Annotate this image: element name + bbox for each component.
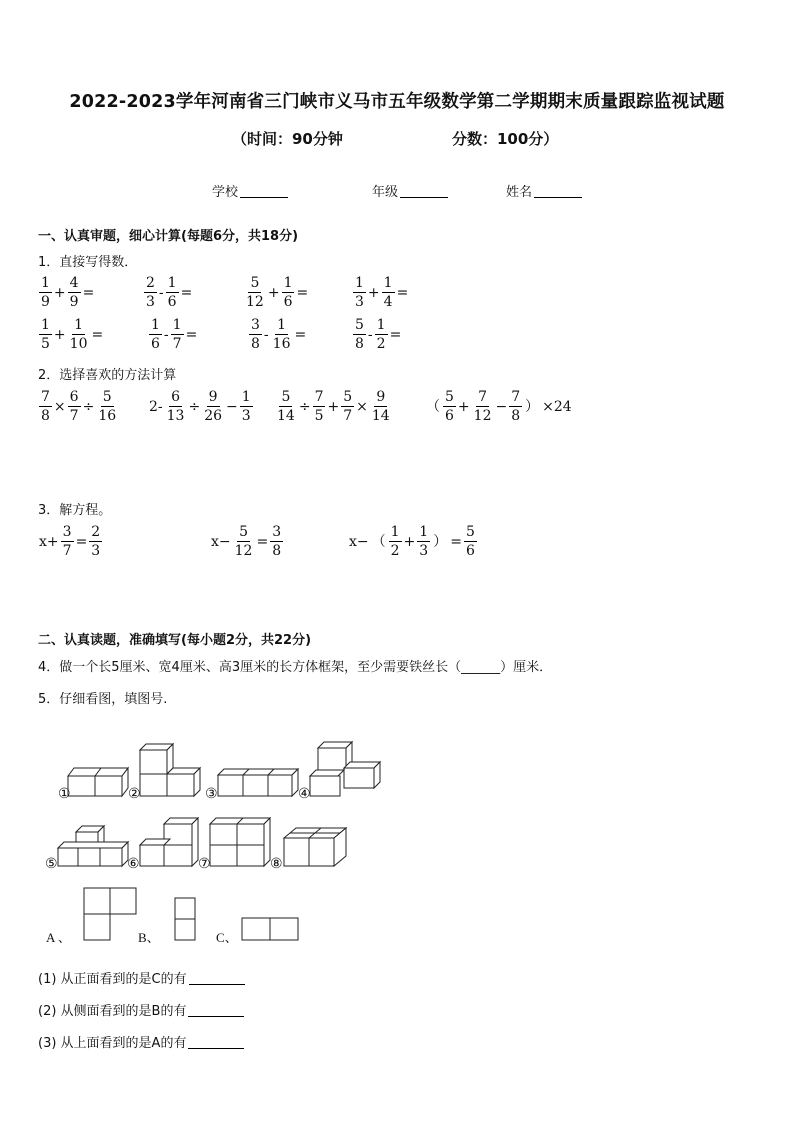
q1-expr-6 xyxy=(148,318,198,351)
operator: + xyxy=(457,398,470,415)
parenthesis: （ xyxy=(371,533,386,550)
numerator: 1 xyxy=(41,275,50,291)
operator: = xyxy=(82,284,95,301)
question-5: 5．仔细看图，填图号. xyxy=(38,692,168,707)
denominator: 12 xyxy=(234,543,253,559)
denominator: 6 xyxy=(167,294,177,310)
operator: + xyxy=(403,533,416,550)
denominator: 16 xyxy=(272,336,291,352)
cube-figures xyxy=(0,720,794,950)
operator: + xyxy=(53,284,66,301)
operator: - xyxy=(158,284,164,301)
denominator: 2 xyxy=(390,543,400,559)
denominator: 3 xyxy=(355,294,364,310)
fraction xyxy=(282,276,295,309)
operator: = xyxy=(75,533,88,550)
denominator: 3 xyxy=(91,543,101,559)
numerator: 1 xyxy=(419,524,429,540)
operator: = xyxy=(389,326,402,343)
fraction xyxy=(240,390,253,423)
denominator: 6 xyxy=(445,408,454,424)
fraction xyxy=(313,390,326,423)
denominator: 7 xyxy=(172,336,182,352)
fraction xyxy=(68,390,81,423)
figure-7-cubes xyxy=(210,818,270,866)
view-b-shape xyxy=(175,898,195,940)
fraction xyxy=(39,276,52,309)
numerator: 7 xyxy=(41,389,50,405)
numerator: 5 xyxy=(102,389,112,405)
view-label-c: C、 xyxy=(216,930,238,945)
operator: = xyxy=(180,284,193,301)
denominator: 3 xyxy=(146,294,155,310)
name-field xyxy=(506,181,582,200)
denominator: 9 xyxy=(41,294,50,310)
fraction xyxy=(353,276,366,309)
operator: + xyxy=(267,284,280,301)
numerator: 5 xyxy=(343,389,353,405)
denominator: 5 xyxy=(314,408,324,424)
numerator: 9 xyxy=(208,389,218,405)
figure-2-cubes xyxy=(140,744,200,796)
figure-label-7: ⑦ xyxy=(198,857,211,872)
operator: × xyxy=(53,398,66,415)
fraction xyxy=(96,390,118,423)
q1-expr-4 xyxy=(352,276,409,309)
q1-expr-1 xyxy=(38,276,95,309)
numerator: 5 xyxy=(239,524,249,540)
operator: ÷ xyxy=(188,398,201,415)
parenthesis: （ xyxy=(426,398,440,415)
operator: = xyxy=(396,284,409,301)
q1-expr-5 xyxy=(38,318,104,351)
name-blank[interactable] xyxy=(534,185,582,198)
q1-expr-7 xyxy=(248,318,307,351)
operator: = xyxy=(185,326,198,343)
numerator: 1 xyxy=(151,317,160,333)
fraction xyxy=(233,525,255,558)
q3-eq-1 xyxy=(38,525,103,558)
fraction xyxy=(202,390,224,423)
figure-4-cubes xyxy=(310,742,380,796)
operator: = xyxy=(296,284,309,301)
q5-sub-1-blank[interactable] xyxy=(189,972,245,985)
figure-label-1: ① xyxy=(58,787,71,802)
q5-sub-2-blank[interactable] xyxy=(188,1004,244,1017)
numerator: 3 xyxy=(251,317,260,333)
denominator: 16 xyxy=(98,408,117,424)
figure-label-8: ⑧ xyxy=(270,857,283,872)
q3-eq-3 xyxy=(348,525,478,558)
denominator: 12 xyxy=(246,294,264,310)
denominator: 6 xyxy=(283,294,293,310)
operator: x− xyxy=(349,533,369,550)
operator: x+ xyxy=(39,533,59,550)
figure-1-cubes xyxy=(68,768,128,796)
operator: ÷ xyxy=(298,398,311,415)
denominator: 6 xyxy=(465,543,475,559)
fraction xyxy=(249,318,262,351)
fraction xyxy=(382,276,395,309)
figure-label-2: ② xyxy=(128,787,141,802)
denominator: 8 xyxy=(272,543,282,559)
numerator: 7 xyxy=(314,389,324,405)
fraction xyxy=(275,390,297,423)
q5-sub-1-text: (1) 从正面看到的是C的有 xyxy=(38,972,187,987)
numerator: 4 xyxy=(69,275,79,291)
operator: - xyxy=(163,326,169,343)
denominator: 12 xyxy=(473,408,492,424)
operator: + xyxy=(367,284,380,301)
numerator: 1 xyxy=(41,317,50,333)
page-title: 2022-2023学年河南省三门峡市义马市五年级数学第二学期期末质量跟踪监视试题 xyxy=(69,92,725,112)
q1-expr-8 xyxy=(352,318,402,351)
numerator: 5 xyxy=(250,275,260,291)
fraction xyxy=(89,525,102,558)
exam-time: （时间：90分钟 xyxy=(232,130,343,148)
numerator: 3 xyxy=(272,524,282,540)
school-field xyxy=(212,181,288,200)
denominator: 3 xyxy=(419,543,429,559)
denominator: 8 xyxy=(41,408,50,424)
figure-5-cubes xyxy=(58,826,128,866)
section-2-heading: 二、认真读题，准确填写(每小题2分，共22分) xyxy=(38,633,312,648)
numerator: 1 xyxy=(167,275,177,291)
denominator: 3 xyxy=(241,408,251,424)
fraction xyxy=(68,318,90,351)
numerator: 1 xyxy=(283,275,293,291)
fraction xyxy=(244,276,266,309)
denominator: 10 xyxy=(69,336,88,352)
figure-label-5: ⑤ xyxy=(45,857,58,872)
operator: = xyxy=(256,533,269,550)
numerator: 1 xyxy=(390,524,400,540)
operator: x− xyxy=(211,533,231,550)
fraction xyxy=(39,318,52,351)
fraction xyxy=(464,525,477,558)
denominator: 13 xyxy=(166,408,185,424)
fraction xyxy=(171,318,184,351)
operator: × xyxy=(356,398,368,415)
numerator: 6 xyxy=(171,389,181,405)
fraction xyxy=(389,525,402,558)
q1-expr-3 xyxy=(243,276,309,309)
q5-sub-3-text: (3) 从上面看到的是A的有 xyxy=(38,1036,187,1051)
operator: = xyxy=(294,326,307,343)
denominator: 7 xyxy=(62,543,72,559)
q2-expr-3 xyxy=(274,390,393,423)
denominator: 2 xyxy=(376,336,386,352)
denominator: 9 xyxy=(69,294,79,310)
parenthesis: ） xyxy=(433,533,448,550)
question-4: 4．做一个长5厘米、宽4厘米、高3厘米的长方体框架，至少需要铁丝长（______）厘米． xyxy=(38,660,553,675)
section-1-heading: 一、认真审题，细心计算(每题6分，共18分) xyxy=(38,229,299,244)
numerator: 7 xyxy=(478,389,488,405)
operator: + xyxy=(53,326,66,343)
q1-expr-2 xyxy=(143,276,193,309)
operator: 2- xyxy=(149,398,163,415)
q2-expr-2 xyxy=(148,390,254,423)
numerator: 5 xyxy=(445,389,454,405)
q2-expr-4 xyxy=(424,390,573,423)
fraction xyxy=(417,525,430,558)
fraction xyxy=(149,318,162,351)
school-label: 学校 xyxy=(212,185,239,200)
numerator: 2 xyxy=(146,275,155,291)
view-c-shape xyxy=(242,918,298,940)
figure-label-3: ③ xyxy=(205,787,218,802)
denominator: 6 xyxy=(151,336,160,352)
denominator: 8 xyxy=(355,336,364,352)
numerator: 5 xyxy=(281,389,291,405)
numerator: 2 xyxy=(91,524,101,540)
figure-label-4: ④ xyxy=(298,787,311,802)
fraction xyxy=(61,525,74,558)
denominator: 4 xyxy=(383,294,393,310)
parenthesis: ） xyxy=(525,398,540,415)
numerator: 6 xyxy=(69,389,79,405)
denominator: 7 xyxy=(69,408,79,424)
denominator: 7 xyxy=(343,408,353,424)
fraction xyxy=(271,318,293,351)
numerator: 1 xyxy=(241,389,251,405)
operator: = xyxy=(450,533,462,550)
q5-sub-2-text: (2) 从侧面看到的是B的有 xyxy=(38,1004,187,1019)
q3-eq-2 xyxy=(210,525,284,558)
q5-sub-1 xyxy=(38,968,245,987)
denominator: 5 xyxy=(41,336,50,352)
fraction xyxy=(375,318,388,351)
figure-label-6: ⑥ xyxy=(127,857,140,872)
q2-expr-1 xyxy=(38,390,119,423)
fraction xyxy=(68,276,81,309)
operator: + xyxy=(327,398,340,415)
grade-label: 年级 xyxy=(372,185,399,200)
fraction xyxy=(166,276,179,309)
numerator: 1 xyxy=(355,275,364,291)
q5-sub-3-blank[interactable] xyxy=(188,1036,244,1049)
denominator: 14 xyxy=(277,408,295,424)
figure-3-cubes xyxy=(218,769,298,796)
fraction xyxy=(353,318,366,351)
school-blank[interactable] xyxy=(240,185,288,198)
fraction xyxy=(370,390,392,423)
numerator: 1 xyxy=(383,275,393,291)
view-a-shape xyxy=(84,888,136,940)
operator: − xyxy=(495,398,508,415)
figure-6-cubes xyxy=(140,818,198,866)
numerator: 1 xyxy=(376,317,386,333)
fraction xyxy=(472,390,494,423)
name-label: 姓名 xyxy=(506,185,533,200)
numerator: 1 xyxy=(172,317,182,333)
exam-score: 分数：100分） xyxy=(452,130,559,148)
numerator: 5 xyxy=(355,317,364,333)
numerator: 7 xyxy=(511,389,521,405)
fraction xyxy=(341,390,354,423)
numerator: 1 xyxy=(277,317,287,333)
numerator: 5 xyxy=(465,524,475,540)
denominator: 8 xyxy=(251,336,260,352)
numerator: 9 xyxy=(376,389,386,405)
view-label-a: A 、 xyxy=(46,930,71,945)
fraction xyxy=(144,276,157,309)
figure-8-cubes xyxy=(284,828,346,866)
operator: - xyxy=(263,326,269,343)
denominator: 26 xyxy=(204,408,223,424)
question-3: 3．解方程。 xyxy=(38,503,112,518)
q5-sub-2 xyxy=(38,1000,244,1019)
operator: = xyxy=(91,326,104,343)
denominator: 8 xyxy=(511,408,521,424)
fraction xyxy=(443,390,456,423)
denominator: 14 xyxy=(371,408,390,424)
question-1: 1．直接写得数． xyxy=(38,255,138,270)
grade-blank[interactable] xyxy=(400,185,448,198)
fraction xyxy=(509,390,522,423)
operator: ÷ xyxy=(82,398,95,415)
view-label-b: B、 xyxy=(138,930,160,945)
operator: − xyxy=(226,398,238,415)
fraction xyxy=(165,390,187,423)
fraction xyxy=(39,390,52,423)
operator: - xyxy=(367,326,373,343)
grade-field xyxy=(372,181,448,200)
numerator: 1 xyxy=(74,317,84,333)
numerator: 3 xyxy=(62,524,72,540)
question-2: 2．选择喜欢的方法计算 xyxy=(38,368,177,383)
fraction xyxy=(270,525,283,558)
q5-sub-3 xyxy=(38,1032,244,1051)
operator: ×24 xyxy=(542,398,572,415)
